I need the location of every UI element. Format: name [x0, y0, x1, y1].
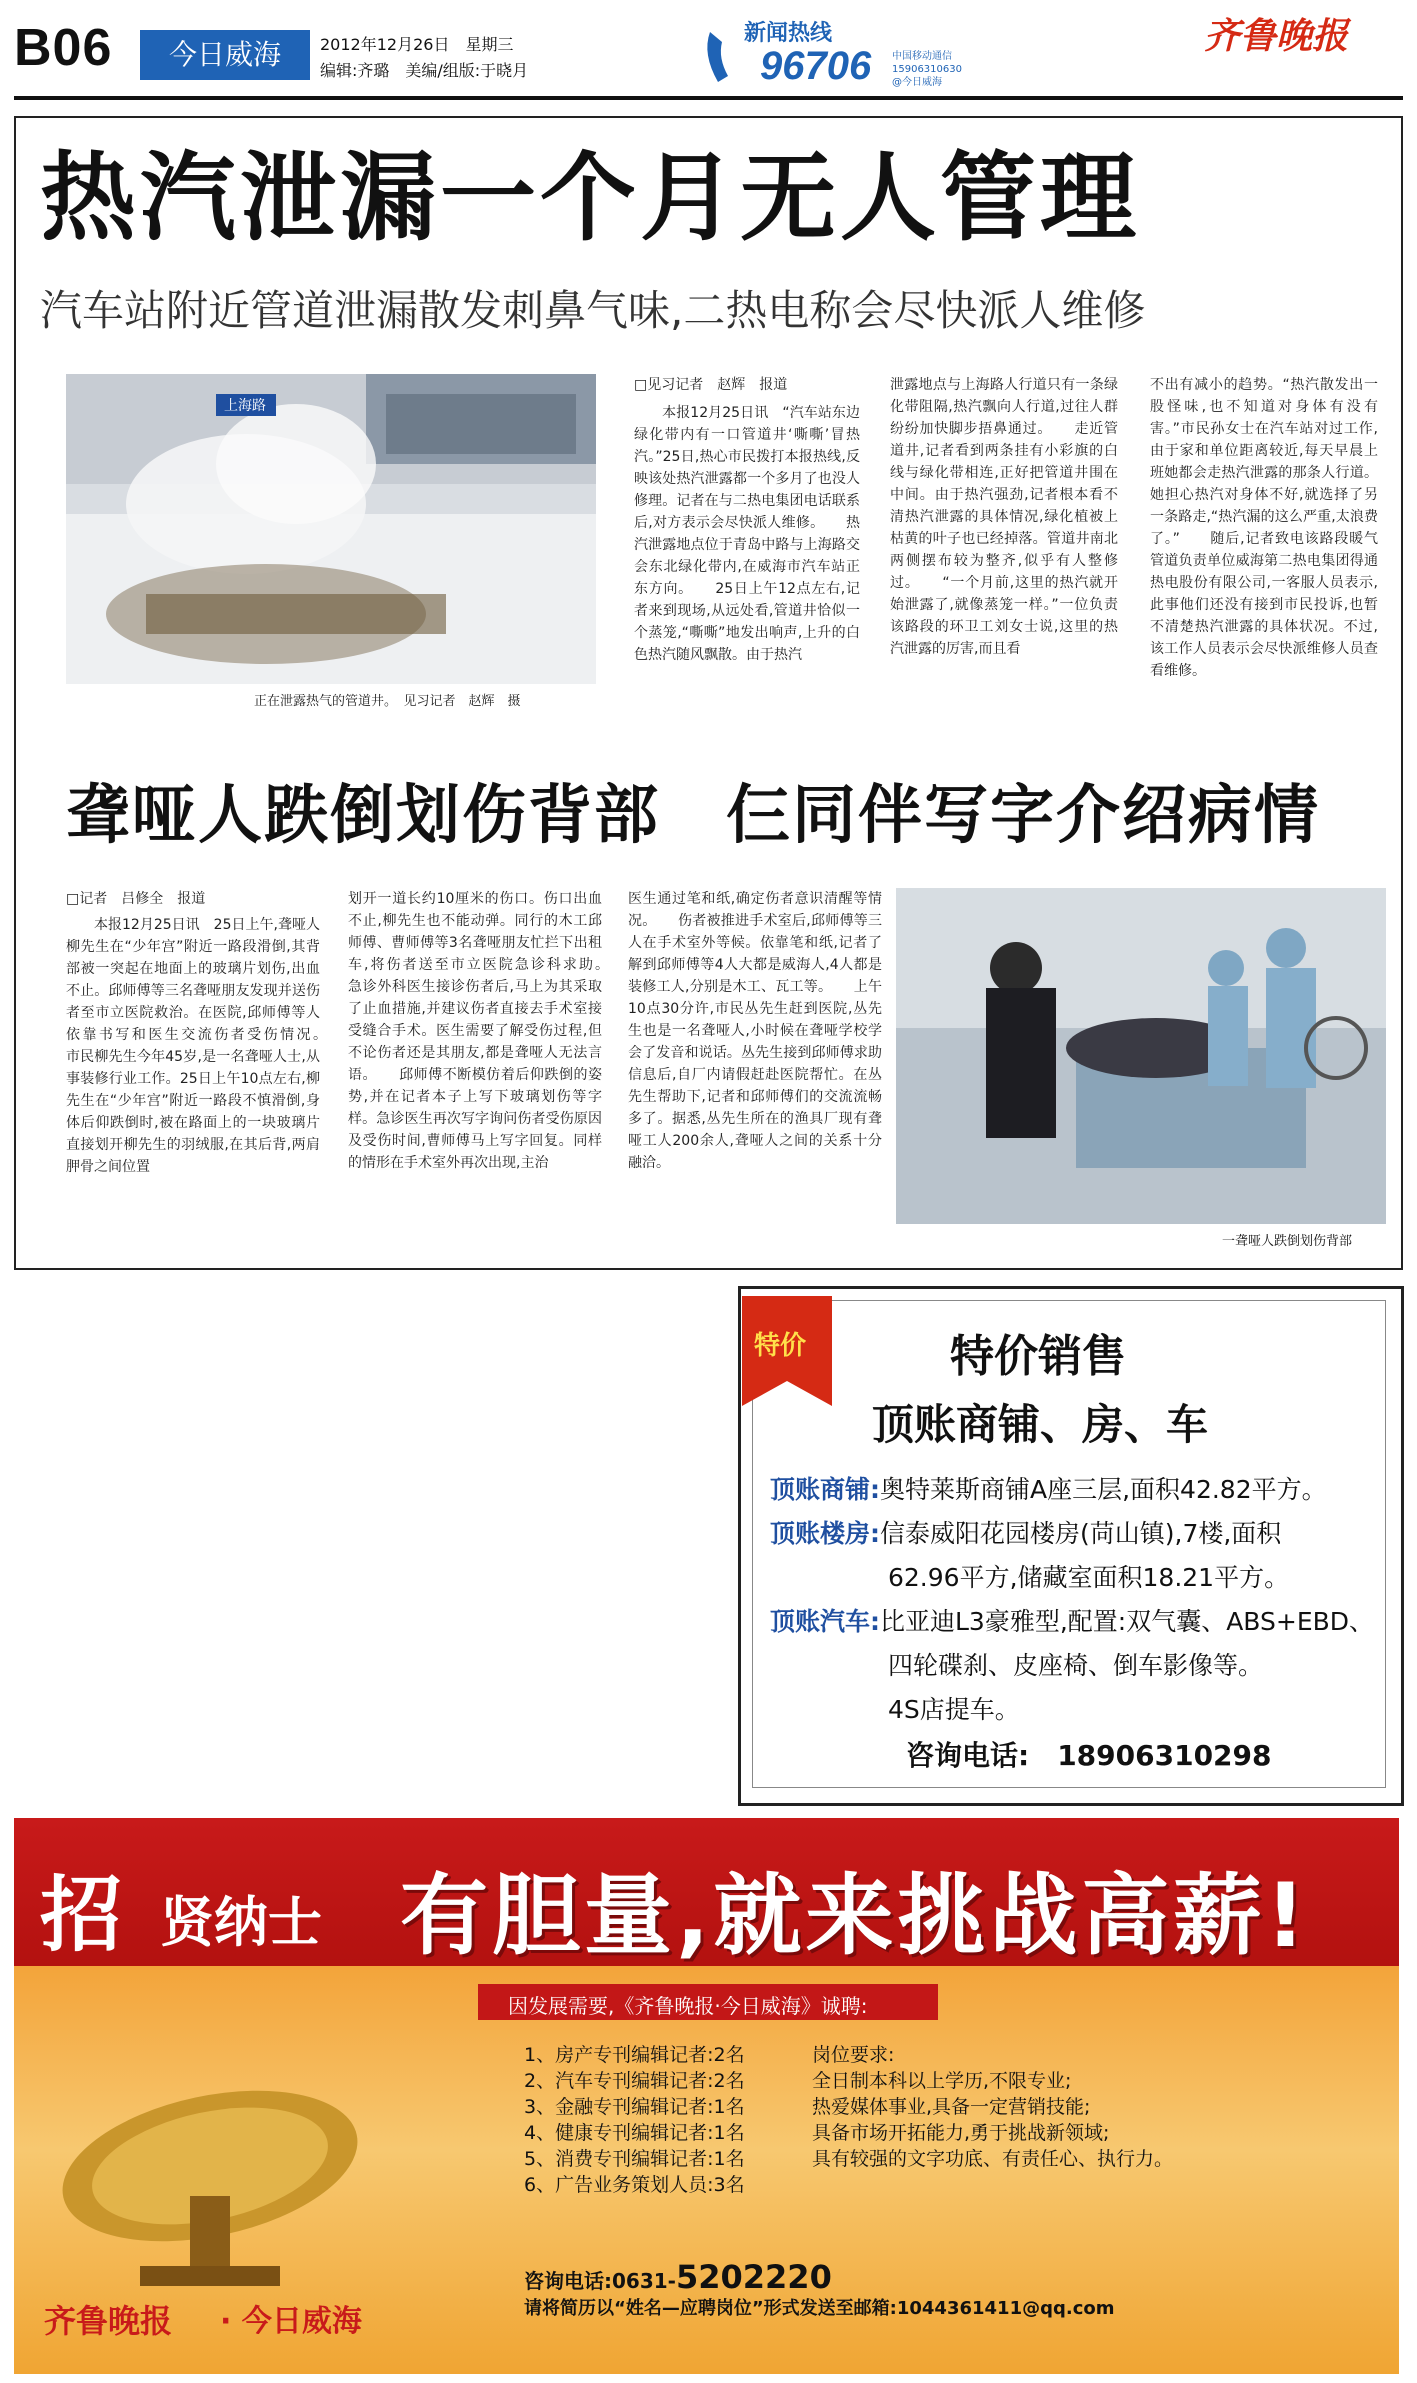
sale-ad-subtitle: 顶账商铺、房、车	[872, 1400, 1209, 1449]
position-item: 6、广告业务策划人员:3名	[524, 2174, 745, 2196]
sale-ad-phone: 咨询电话: 18906310298	[906, 1739, 1272, 1772]
recruit-positions	[524, 2042, 745, 2198]
story1-column-2: 泄露地点与上海路人行道只有一条绿化带阻隔,热汽飘向人行道,过往人群纷纷加快脚步捂鼻通过。 走近管道井,记者看到两条挂有小彩旗的白线与绿化带相连,正好把管道井围在中间。由于热汽强劲,记者根本看不清热汽泄露的具体情况,绿化植被上枯黄的叶子也已经掉落。管道井南北两侧摆布较为整齐,似乎有人整修过。 “一个月前,这里的热汽就开始泄露了,就像蒸笼一样。”一位负责该路段的环卫工刘女士说,这里的热汽泄露的厉害,而且看	[890, 377, 1118, 657]
header-rule	[14, 96, 1403, 100]
story2-column-3: 医生通过笔和纸,确定伤者意识清醒等情况。 伤者被推进手术室后,邱师傅等三人在手术室外等候。依靠笔和纸,记者了解到邱师傅等4人大都是威海人,4人都是装修工人,分别是木工、瓦工等。 上午10点30分许,市民丛先生赶到医院,丛先生也是一名聋哑人,小时候在聋哑学校学会了发音和说话。丛先生接到邱师傅求助信息后,自厂内请假赶赴医院帮忙。在丛先生帮助下,记者和邱师傅们的交流流畅多了。据悉,丛先生所在的渔具厂现有聋哑工人200余人,聋哑人之间的关系十分融洽。	[628, 891, 882, 1171]
sale-ribbon-icon	[742, 1296, 832, 1406]
recruit-phone: 咨询电话:0631-5202220	[524, 2258, 832, 2296]
position-item: 5、消费专刊编辑记者:1名	[524, 2148, 745, 2170]
sale-car-row-2: 四轮碟刹、皮座椅、倒车影像等。	[888, 1651, 1264, 1680]
steam-pipe-photo	[66, 374, 596, 684]
position-item: 2、汽车专刊编辑记者:2名	[524, 2070, 745, 2092]
story2-column-2: 划开一道长约10厘米的伤口。伤口出血不止,柳先生也不能动弹。同行的木工邱师傅、曹师傅等3名聋哑朋友忙拦下出租车,将伤者送至市立医院急诊科求助。 急诊外科医生接诊伤者后,马上为其采取了止血措施,并建议伤者直接去手术室接受缝合手术。医生需要了解受伤过程,但不论伤者还是其朋友,都是聋哑人无法言语。 邱师傅不断模仿着后仰跌倒的姿势,并在记者本子上写下玻璃划伤等字样。急诊医生再次写字询问伤者受伤原因及受伤时间,曹师傅马上写字回复。同样的情形在手术室外再次出现,主治	[348, 891, 630, 1171]
story1-headline: 热汽泄漏一个月无人管理	[40, 142, 1140, 254]
story1-column-1: 本报12月25日讯 “汽车站东边绿化带内有一口管道井‘嘶嘶’冒热汽。”25日,热心市民拨打本报热线,反映该处热汽泄露都一个多月了也没人修理。记者在与二热电集团电话联系后,对方表示会尽快派人维修。 热汽泄露地点位于青岛中路与上海路交会东北绿化带内,在威海市汽车站正东方向。 25日上午12点左右,记者来到现场,从远处看,管道井恰似一个蒸笼,“嘶嘶”地发出响声,上升的白色热汽随风飘散。由于热汽	[634, 405, 860, 663]
position-item: 1、房产专刊编辑记者:2名	[524, 2044, 745, 2066]
sale-shop-row: 顶账商铺:奥特莱斯商铺A座三层,面积42.82平方。	[770, 1475, 1327, 1504]
sale-ad-title: 特价销售	[950, 1331, 1126, 1382]
hotline-box	[700, 14, 960, 98]
recruit-logo: 齐鲁晚报	[44, 2302, 173, 2340]
requirement-item: 全日制本科以上学历,不限专业;	[812, 2070, 1072, 2092]
story1-column-3: 不出有减小的趋势。“热汽散发出一股怪味,也不知道对身体有没有害。”市民孙女士在汽车站对过工作,由于家和单位距离较近,每天早晨上班她都会走热汽泄露的那条人行道。她担心热汽对身体不好,就选择了另一条路走,“热汽漏的这么严重,太浪费了。” 随后,记者致电该路段暖气管道负责单位威海第二热电集团得通热电股份有限公司,一客服人员表示,此事他们还没有接到市民投诉,也暂不清楚热汽泄露的具体状况。不过,该工作人员表示会尽快派维修人员查看维修。	[1150, 377, 1378, 679]
sale-house-row: 顶账楼房:信泰威阳花园楼房(苘山镇),7楼,面积	[770, 1519, 1282, 1548]
recruit-send-instructions: 请将简历以“姓名—应聘岗位”形式发送至邮箱:1044361411@qq.com	[524, 2298, 1115, 2319]
sundial-icon	[40, 2046, 380, 2286]
story1-byline: □见习记者 赵辉 报道	[634, 377, 788, 393]
sale-house-row-2: 62.96平方,储藏室面积18.21平方。	[888, 1563, 1290, 1592]
story1-photo-caption: 正在泄露热气的管道井。 见习记者 赵辉 摄	[254, 694, 521, 709]
hotline-label: 新闻热线	[744, 21, 833, 46]
story1-subheadline: 汽车站附近管道泄漏散发刺鼻气味,二热电称会尽快派人维修	[40, 286, 1146, 335]
position-item: 3、金融专刊编辑记者:1名	[524, 2096, 745, 2118]
svg-text:特价: 特价	[754, 1331, 807, 1361]
recruit-requirements	[812, 2042, 1173, 2172]
svg-text:上海路: 上海路	[224, 398, 266, 414]
phone-icon	[700, 24, 750, 90]
sale-car-row-3: 4S店提车。	[888, 1695, 1020, 1724]
recruit-slogan: 有胆量,就来挑战高薪!	[400, 1864, 1310, 1967]
sale-car-row: 顶账汽车:比亚迪L3豪雅型,配置:双气囊、ABS+EBD、	[770, 1607, 1375, 1636]
story2-byline: □记者 吕修全 报道	[66, 891, 206, 907]
newspaper-logo: 齐鲁晚报	[1204, 16, 1349, 57]
requirement-item: 热爱媒体事业,具备一定营销技能;	[812, 2096, 1091, 2118]
recruit-logo-section: · 今日威海	[220, 2304, 362, 2339]
page-number: B06	[14, 19, 113, 77]
hotline-number: 96706	[760, 44, 872, 88]
requirements-title: 岗位要求:	[812, 2044, 895, 2066]
section-tag: 今日威海	[140, 30, 310, 80]
hotline-sub: 中国移动通信 15906310630 @今日威海	[892, 51, 962, 88]
requirement-item: 具有较强的文字功底、有责任心、执行力。	[812, 2148, 1174, 2170]
recruit-intro: 因发展需要,《齐鲁晚报·今日威海》诚聘:	[508, 1994, 868, 2018]
position-item: 4、健康专刊编辑记者:1名	[524, 2122, 745, 2144]
story2-column-1: 本报12月25日讯 25日上午,聋哑人柳先生在“少年宫”附近一路段滑倒,其背部被一突起在地面上的玻璃片划伤,出血不止。邱师傅等三名聋哑朋友发现并送伤者至市立医院救治。在医院,邱师傅等人依靠书写和医生交流伤者受伤情况。 市民柳先生今年45岁,是一名聋哑人士,从事装修行业工作。25日上午10点左右,柳先生在“少年宫”附近一路段不慎滑倒,身体后仰跌倒时,被在路面上的一块玻璃片直接划开柳先生的羽绒服,在其后背,两肩胛骨之间位置	[66, 917, 348, 1175]
hospital-photo	[896, 888, 1386, 1224]
recruit-xianna: 贤纳士	[160, 1891, 322, 1954]
date-line: 2012年12月26日 星期三	[320, 35, 514, 54]
recruit-zhao: 招	[40, 1868, 123, 1963]
story2-photo-caption: 一聋哑人跌倒划伤背部	[1222, 1234, 1353, 1249]
requirement-item: 具备市场开拓能力,勇于挑战新领域;	[812, 2122, 1110, 2144]
story2-headline: 聋哑人跌倒划伤背部 仨同伴写字介绍病情	[66, 779, 1320, 853]
editors-line: 编辑:齐璐 美编/组版:于晓月	[320, 61, 529, 80]
